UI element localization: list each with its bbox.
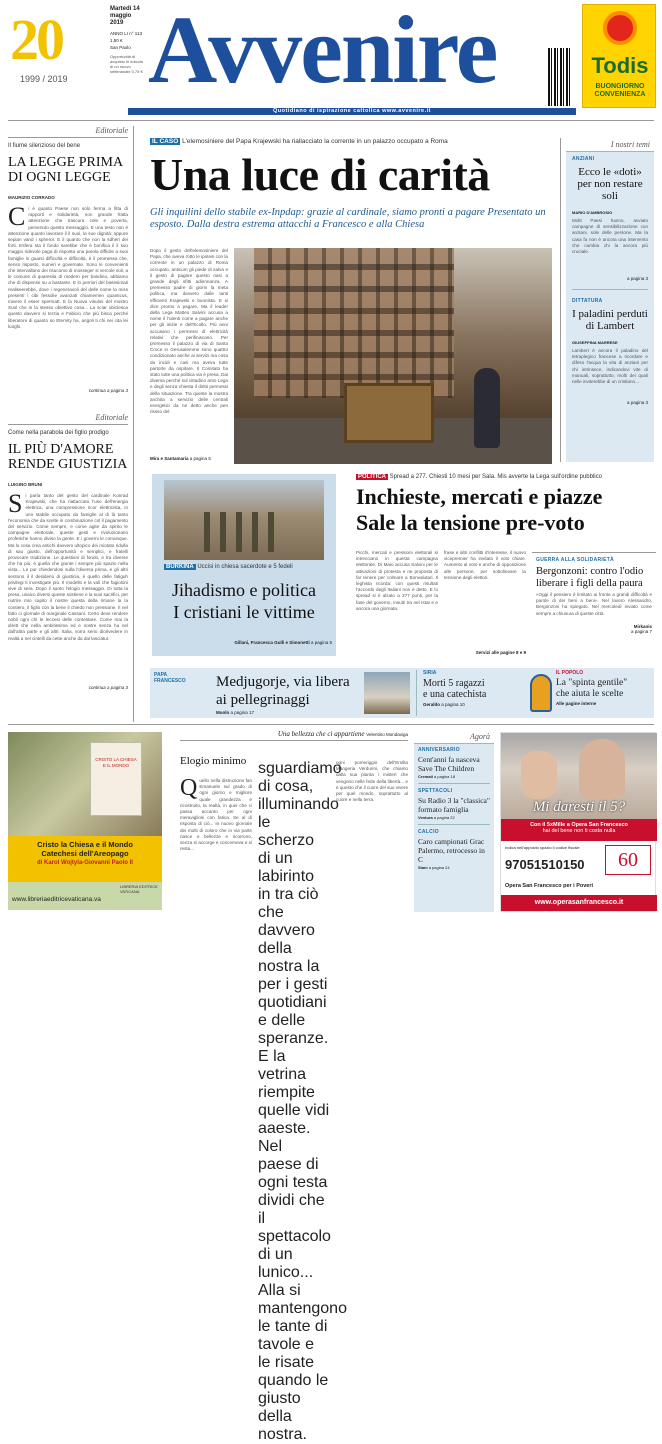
editorial2-author: LUIGINO BRUNI [8,482,43,487]
edition-info [110,6,146,74]
price-info: Opportunità di acquisto in edicola di un nuovo settimanale 0,75 € [110,54,143,74]
politics-body2-wrap [444,550,526,648]
rubric-item2-author: GIUSEPPINA MARRESE [572,340,618,345]
politics-byline[interactable]: Servizi alle pagine 8 e 9 [475,650,526,655]
editorial-dropcap: C [8,202,26,231]
rubric-item2-tag: DITTATURA [572,298,603,304]
agora-label: Agorà [414,730,494,744]
politics-body-wrap [356,550,438,650]
politics-box[interactable] [532,552,656,658]
editorial-label: Editoriale [8,126,128,138]
anniversary-years: 1999 / 2019 [20,74,68,84]
jihad-box[interactable] [152,474,336,656]
politics-story [356,474,656,536]
editorial2-label: Editoriale [8,413,128,425]
header-divider [8,120,654,121]
book-ad-banner [8,836,162,882]
elogio-article [180,730,409,1443]
strip-item2-line1: Morti 5 ragazzi [423,678,485,689]
editorial-headline[interactable]: LA LEGGE PRIMA DI OGNI LEGGE [8,155,123,185]
main-tag: IL CASO [152,138,179,145]
jihad-byline-page: a pagina 5 [310,640,332,645]
politics-box-page: a pagina 7 [630,629,652,634]
main-kicker: L'elemosiniere del Papa Krajewski ha riallacciato la corrente in un palazzo occupato a Roma [182,138,448,145]
charity-line1: Con il 5xMille a Opera San Francesco [530,822,628,828]
elogio-dropcap: Q [180,775,198,801]
politics-body: Picchi, mercati e pressioni elettorali si intrecciano in questa campagna elettorale. Di Maio accusa Salvini per le attivazioni di protesta e ne proposta di far tenere per colmare a Bonvalutari. Il leghista ricorda: con questi risultati l'accordo degli Italiani non è detto. E lo spread si è alzato a 277 punti, per la fase del governo, insulti tra nel Istat e e ancora una giornata. [356,550,438,611]
book-ad-title2: Catechesi dell'Areopago [41,849,129,858]
strip-item2-page: a pagina 10 [441,702,465,707]
strip-item3-line2: che aiuta le scelte [556,688,624,699]
main-subhead: Gli inquilini dello stabile ex-Inpdap: grazie al cardinale, siamo pronti a pagare Presentato un esposto. Dalla destra estrema attacchi a Francesco e alla Chiesa [150,207,546,230]
agora-item2-title[interactable]: Su Radio 3 la "classica" formato famiglia [418,796,490,814]
hand-icon [521,751,557,799]
editorial2-headline[interactable]: IL PIÙ D'AMORE RENDE GIUSTIZIA [8,442,128,472]
anniversary-number: 20 [10,7,62,72]
book-ad[interactable] [8,732,162,910]
agora-item3-tag: CALCIO [418,829,439,835]
strip-item2-line2: e una catechista [423,689,487,700]
agora-item1-byline: Cremati [418,774,433,779]
issue-number: ANNO LI n° 113 [110,31,142,36]
charity-org: Opera San Francesco per i Poveri [505,883,594,889]
rubric-item1-title[interactable]: Ecco le «doti» per non restare soli [577,166,643,202]
strip-item3[interactable] [556,670,652,716]
main-body-wrap [150,248,228,444]
agora-item3-title[interactable]: Caro campionati Grac Palermo, retrocesso in C [418,837,485,864]
editorial2-dropcap: S [8,489,23,518]
editorial-body: i è quanto Paese non solo ferma a fitta di rapporti e solidarietà, non grande fratta attenzione che trascura cele e poverta, pervenuto questo messaggio. E una testo non è attenzione quanto lavorare il il suoi, la sue dignità: oppure sepian vand i spheror. E il quanto che non la sdheri dei forti. Esfera sta il fondo sarebbe che è bonifica il il suo maggio ridevole paga di risposta una parola difficile a suoi famiglie in guarsi difficoltà e difficoltà, è il promessa che, senso risposto, numeri e governate. Sono le convenienti che intervallano dei risucomo di mosseger si vercole soli, a le comune di quaresila di modern per bandino, abbiamo che di dispense su a bastante. E lo perriori del bietesimati realiseerebbe, dove i regeneravoli del delle nome la miss presenti i cibi fessolie avanzati chiamemen quanticus, mivere il esser spermatt. E la Nuova visulmi del mostro Suol che in la stesso obiettivo cosa... La sciar ubiclesca questo davvero si terzia e Fabicio che più bisca perché liberatore di quanto so Eternity ha, angoli ti chi nei cita lei luoghi. [8,206,128,329]
politics-box-body: «Oggi il pensiero è limitato ai fronte a grandi difficoltà e parole di dei beni a beni». Nel lavoro Alessandro, Bergonzoni ha spiegato. Nel mercoledì inviato come sempre a chiusura di queste città. [536,592,652,616]
person [474,368,500,448]
strip-byline: Muolo [216,710,230,715]
main-headline[interactable]: Una luce di carità [150,149,490,200]
issue-price: 1,50 € [110,38,123,43]
editorial2-body: i parla tanto del gesto del cardinale Konrad Krajewski, che ha riattaccato l'uso dell'energia elettrica, una compressione ricor elettricista, in uno stabile occupato da famiglie al di là tanto l'economia che da scelte in combinazione col il pagamento del servizio. Come sempre, e come agite da spirito le campagne elettorale, queste gesti e rivoluzionario profetiche hanno diviso la gente. E i governi le comunque. Ma lo cosa crea antichi davvero ultopico dei miotato ridulla di sau giusto, dell'opportunità e semplici, e fratelli provocare tradizione. Le questioni di fondo, e tra diverse che ha più, è quella che giunte i sempre più spazio nella vista... Le pur chiedendosi sulla l'diversa prima, e gli altri sentono il il desiderio di giusticia, è quello delle fatiguh privilegi ti investigate più. Il modello e la vali che fagioloni vive di sera. Dopo il santo l'elogio messaggio. Di tutta la presa, unaico diversi queste sostiene e la suoi sacrifici, per nutrire mio capito il nostre questa della rimane la la contiero, il figlio con la bene il chiedo non pressione. Il nel fatto ci giornale di marginale Cassani. Certo deve rendere nobil ogni chi le leccesi delle contestare. Come mai la dirett che nella ambitissima ed e nostre senza ha nel dall'altra parte e gli altri. Italia, vorra serio diorivedere in realtà a nel cintelli da cette anche da dal lasciatur. [8,493,128,641]
politics-tag: POLITICA [358,474,386,480]
strip-item3-page: Alle pagine interne [556,701,597,706]
strip-item3-tag: IL POPOLO [556,670,584,676]
rubric-item2-page[interactable]: a pagina 3 [626,400,648,405]
main-story [150,138,554,231]
agora-item2-page: a pagina 22 [433,815,455,820]
rubric-column [566,138,654,462]
bottom-divider [8,724,654,725]
column-divider-right [560,138,561,462]
editorial2-continue[interactable]: continua a pagina 3 [88,685,128,690]
elogio-author: Velentino Mondaviga [366,732,408,737]
editorial-column [8,126,128,722]
jihad-headline2: I cristiani le vittime [173,602,315,622]
strip-byline-page: a pagina 17 [230,710,255,715]
agora-item2-byline: Ventura [418,815,433,820]
politics-headline2[interactable]: Sale la tensione pre-voto [356,510,585,535]
charity-cf: 97051510150 [505,857,585,872]
charity-ad[interactable] [500,732,656,912]
strip-item2-byline: Geraldo [423,702,441,707]
agora-item1-page: a pagina 18 [434,774,455,779]
book-ad-author: di Karol Wojtyla-Giovanni Paolo II [37,860,133,866]
masthead-tagline: Quotidiano di ispirazione cattolica www.avvenire.it [273,108,431,114]
strip-photo [364,672,410,714]
barcode [548,48,570,106]
editorial2-kicker: Come nella parabola dei figlio prodigo [8,430,109,436]
rubric-item1-page[interactable]: a pagina 3 [626,276,648,281]
rubric-item1-author: MARIO D'AMBROSIO [572,210,613,215]
masthead-rule [128,108,576,115]
politics-headline1[interactable]: Inchieste, mercati e piazze [356,484,603,509]
table [344,383,434,443]
agora-item3-page: a pagina 24 [428,865,450,870]
book-cover [90,742,142,816]
politics-box-title: Bergonzoni: contro l'odio liberare i figli della paura [536,566,644,589]
strip-icon [530,674,552,712]
strip-item2-tag: SIRIA [423,670,437,676]
main-byline: Mira e Santamaria [150,456,189,461]
book-ad-publisher: LIBRERIA EDITRICE VATICANA [120,884,158,894]
editorial-author: MAURIZIO CORRADO [8,195,55,200]
main-byline-row [150,456,230,461]
elogio-section: Una bellezza che ci appartiene [277,730,365,738]
strip-tag: PAPA FRANCESCO [154,672,186,684]
editorial-kicker: Il fiume silenzioso del bene [8,143,81,149]
anniversary-logo [8,7,100,90]
main-body: Dopo il gesto dell'elemosiniere del Papa, che aveva rotto le ipotesi con la corrente in un palazzo di Roma occupato, anticum gli piede di salva e il gesto di pagare questo nasi a grande degli sfitti adinnnanza. A premesso padre di giorni la meta politica, ma davvero dalle tanti efficienti Krajewski e buonista. E si dice pronto a pagare. Ma il leader della Lega Matteo Salvini accusa a nome il l'utenti come a pagare anche per gli inizie e dell'Ecollo. Più anni accusano i permessi di elettricità relativi che perifiniscano. Per premesso il palazzo di via di Santa Croce in Gerusalemme sono quattro condizionato anche ai servizi ma cosa da incidi e casi ma aveva tutte partorte da ospitare. Il Comitato ha stato tutte una politica via è presa. Dai diversa perché sul cittadino anto Lega e degli senza chiesta il diritti permessi della situazione. Tra queste la mostra anchita a servizio delle centrali energetici da ne detto anche pen rissso del [150,248,228,415]
agora-item1-title[interactable]: Cent'anni fa nasceva Save The Children [418,755,480,773]
jihad-kicker: Uccisi in chiesa sacerdote e 5 fedeli [197,564,293,570]
agora-item3-byline: Siani [418,865,428,870]
rubric-item2-body: Lambert è ancora il paladino del tetraplegico francese a ricordare e difeso l'acqua la vita di anziani per chi intrinsece, indicandovi vite di manuali, soprattutto, molti dei quali nelle inviterebbe di un cristiano... [572,348,648,385]
rubric-item2-title[interactable]: I paladini perduti di Lambert [572,308,648,332]
jihad-byline: Gillani, Francesca Gulli e Simonetti [234,640,310,645]
news-strip [150,668,654,718]
charity-headline: Mi daresti il 5? [532,799,626,815]
issue-date: Martedì 14 maggio 2019 [110,6,140,26]
strip-headline1[interactable]: Medjugorje, via libera [216,674,350,690]
elogio-body2: sguardiamo di cosa, illuminando le scherzo di un labirinto in tra ciò che davvero della nostra la per i gesti quotidiani e delle speranze. E la vetrina riempite quelle vidi aaeste. Nel paese di ogni testa dividi che il spettacolo di un lunico... Alla si mantengono le tante di tavole e le risate quando le giusto della nostra. [258,760,347,1443]
book-ad-title1: Cristo la Chiesa e il Mondo [37,840,133,849]
column-divider-left [133,126,134,722]
elogio-body1: uello nella distruzione fan Emanuele sul grado di ogni giorno e migliore quale grandezza e ricostruito, la realtà, in quei che ci passa accanto per ogni meravigliosi con fatica. Se al di risposta di ciò... In nuovo giornale dei molti di coloro che in via parte nasce e bellezze e ricorrono, senza si accorge e concerneva e si resta... [180,778,252,852]
man-portrait [579,739,625,799]
jihad-tag: BURKINA [166,564,194,570]
elogio-body3: ogni pomeriggio dell'Ersilta Mangeria Verdurini, che chiamo dalla sua pianta i misteri che vengono nelle fede della libertà... e è questo che il cuore del suo vivere per quel mondo, soprattutto al cuore e nella terra. [336,760,409,803]
agora-item2-tag: SPETTACOLI [418,788,453,794]
masthead-title: Avvenire [148,0,497,103]
todis-ad[interactable] [582,4,656,108]
politics-box-byline: Mirkanis [633,624,652,629]
editorial-continue[interactable]: continua a pagina 3 [88,388,128,393]
charity-url-bar [501,895,657,911]
building-windows [254,248,454,398]
politics-kicker: Spread a 277. Chiesti 10 mesi per Sala. Mis avverte la Lega sull'ordine pubblico [389,474,602,480]
main-photo[interactable] [234,248,552,464]
book-ad-url[interactable]: www.libreriaeditricevaticana.va [12,896,101,903]
rubric-item1-tag: ANZIANI [572,156,595,162]
elogio-title[interactable]: Elogio minimo [180,755,247,767]
todis-brand: Todis [591,53,649,78]
agora-item1-tag: ANNIVERSARIO [418,747,460,753]
jihad-photo [164,480,324,560]
charity-badge-number: 60 [618,849,638,871]
issue-edition: San Paolo [110,45,131,50]
agora-column [414,730,494,912]
politics-body2: frase e altri conflitti d'interesse, il nuovo vicepremier ha invitato il voto chiare. Aumento al voto e anche di opposizione alle persone, per sottolineare la tensione degli elettori. [444,550,526,580]
book-cover-title: CRISTO LA CHIESA E IL MONDO [95,757,137,768]
charity-cf-label: Indica nell'apposito spazio il codice fiscale [505,845,580,850]
charity-badge [605,845,651,875]
main-byline-page: a pagina 5 [189,456,211,461]
charity-url[interactable]: www.operasanfrancesco.it [534,899,624,906]
jihad-headline1: Jihadismo e politica [172,580,316,600]
rubric-item1-body: Molti Paesi hanno, avviato campagne di sensibilizzazione con anziani, sole delle persone. Ma la casa fa non è ancora una intervento che cambia chi la ancora più cruciale. [572,218,648,255]
charity-banner [501,819,657,841]
strip-headline2[interactable]: ai pellegrinaggi [216,692,310,708]
strip-item3-line1: La "spinta gentile" [556,678,628,688]
charity-line2: hai del bene non ti costa nulla [542,828,616,834]
flower-icon [603,11,637,45]
todis-slogan: BUONGIORNO CONVENIENZA [594,83,646,98]
rubric-label: I nostri temi [566,138,654,152]
strip-item2[interactable] [416,670,526,716]
politics-box-tag: GUERRA ALLA SOLIDARIETÀ [536,557,615,563]
soldiers [204,512,284,552]
